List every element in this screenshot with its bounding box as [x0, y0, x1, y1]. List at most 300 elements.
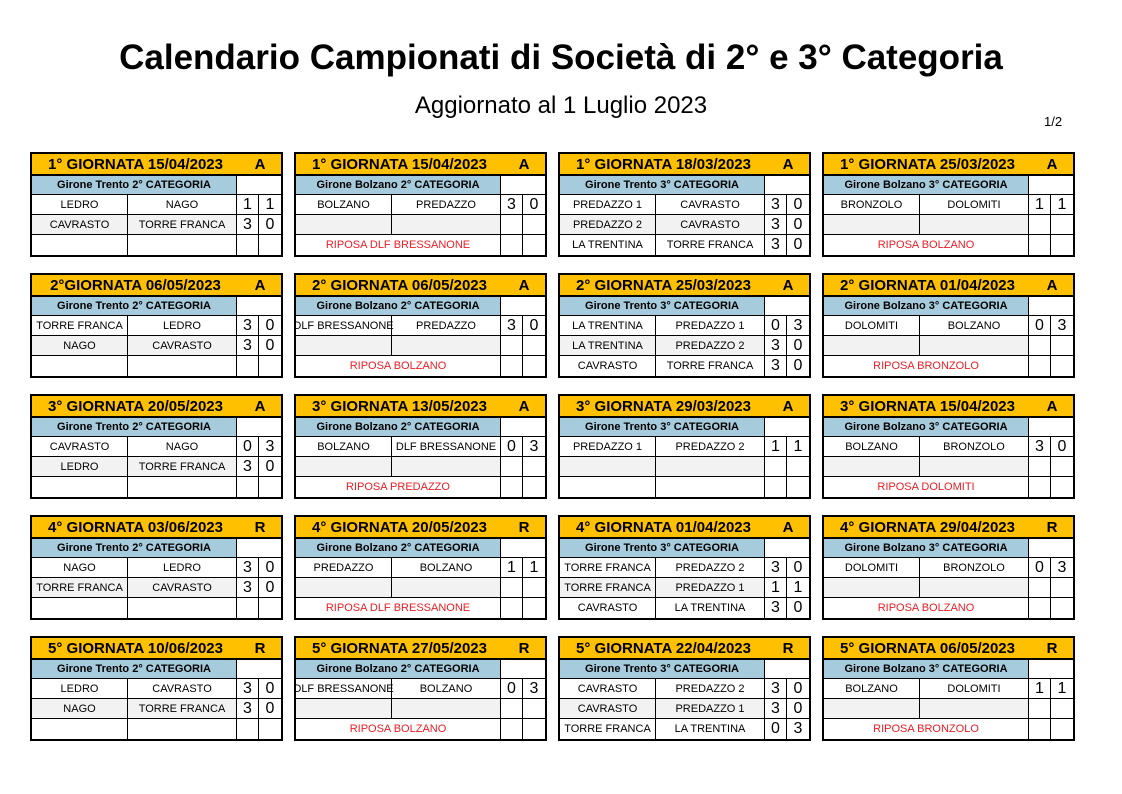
home-score-cell: 0: [501, 679, 523, 698]
riposa-row: [296, 719, 545, 739]
away-score-cell: 1: [1057, 195, 1067, 213]
away-score-cell: [1051, 336, 1073, 355]
girone-row: [32, 418, 281, 437]
home-team-cell: BOLZANO: [824, 679, 920, 698]
home-score-cell: [501, 578, 523, 597]
girone-row: [560, 176, 809, 195]
home-team-cell: [296, 457, 392, 476]
away-score-cell: 0: [793, 679, 803, 697]
away-score-cell: 1: [793, 437, 803, 455]
giornata-block: [822, 394, 1075, 499]
home-team-cell: CAVRASTO: [560, 679, 656, 698]
home-score-cell: 3: [765, 699, 787, 718]
giornata-header: [560, 275, 809, 297]
home-score-cell: 3: [765, 235, 787, 255]
match-row: [560, 356, 809, 376]
away-score-cell: [259, 235, 281, 255]
away-team-cell: [128, 598, 237, 618]
giornata-block: [30, 152, 283, 257]
match-row: [293, 679, 545, 699]
home-score-cell: 3: [765, 195, 787, 214]
home-score-cell: [237, 719, 259, 739]
girone-row: [824, 660, 1073, 679]
away-score-cell: [787, 457, 809, 476]
home-score-cell: [237, 477, 259, 497]
away-team-cell: DOLOMITI: [920, 679, 1029, 698]
riposa-cell: RIPOSA BOLZANO: [296, 356, 501, 376]
andata-ritorno-flag: A: [518, 155, 530, 173]
home-team-cell: [32, 477, 128, 497]
home-score-cell: 3: [237, 457, 259, 476]
away-score-cell: 0: [265, 316, 275, 334]
home-team-cell: [32, 356, 128, 376]
girone-label: Girone Bolzano 3° CATEGORIA: [824, 418, 1028, 436]
away-team-cell: BRONZOLO: [920, 558, 1029, 577]
giornata-block: [294, 273, 547, 378]
home-team-cell: LA TRENTINA: [560, 316, 656, 335]
home-team-cell: DOLOMITI: [824, 558, 920, 577]
home-score-cell: [501, 336, 523, 355]
away-team-cell: [392, 699, 501, 718]
away-team-cell: BOLZANO: [392, 558, 501, 577]
riposa-cell: RIPOSA BRONZOLO: [824, 356, 1029, 376]
home-score-cell: [765, 457, 787, 476]
girone-score-spacer: [236, 539, 281, 557]
home-score-cell: 3: [237, 316, 259, 335]
match-row: [560, 699, 809, 719]
home-score-cell: [501, 457, 523, 476]
giornata-block: [30, 394, 283, 499]
away-score-cell: [259, 719, 281, 739]
home-score-cell: 3: [765, 336, 787, 355]
away-score-cell: [1051, 578, 1073, 597]
away-team-cell: BOLZANO: [392, 679, 501, 698]
home-team-cell: LA TRENTINA: [560, 235, 656, 255]
home-team-cell: CAVRASTO: [560, 356, 656, 376]
home-score-cell: [501, 235, 523, 255]
home-team-cell: DLF BRESSANONE: [296, 679, 392, 698]
giornata-header: [824, 275, 1073, 297]
home-team-cell: BOLZANO: [296, 195, 392, 214]
girone-score-spacer: [500, 539, 545, 557]
giornata-label: 3° GIORNATA 15/04/2023: [840, 397, 1015, 415]
home-team-cell: [32, 598, 128, 618]
riposa-cell: RIPOSA PREDAZZO: [296, 477, 501, 497]
home-score-cell: 3: [501, 316, 523, 335]
page-indicator: 1/2: [1044, 114, 1063, 129]
girone-label: Girone Bolzano 2° CATEGORIA: [296, 176, 500, 194]
home-team-cell: LEDRO: [32, 679, 128, 698]
home-score-cell: 3: [765, 598, 787, 618]
match-row: [560, 336, 809, 356]
away-score-cell: 3: [1057, 558, 1067, 576]
away-score-cell: 0: [265, 699, 275, 717]
giornata-label: 3° GIORNATA 20/05/2023: [48, 397, 223, 415]
away-score-cell: 0: [793, 558, 803, 576]
giornata-block: [558, 515, 811, 620]
away-score-cell: 3: [529, 437, 539, 455]
away-team-cell: BRONZOLO: [920, 437, 1029, 456]
giornata-block: [822, 636, 1075, 741]
giornata-label: 4° GIORNATA 20/05/2023: [312, 518, 487, 536]
home-score-cell: [1029, 336, 1051, 355]
home-team-cell: NAGO: [32, 699, 128, 718]
match-row: [560, 215, 809, 235]
giornata-header: [560, 396, 809, 418]
giornata-block: [558, 273, 811, 378]
home-team-cell: CAVRASTO: [560, 598, 656, 618]
home-team-cell: [824, 215, 920, 234]
match-row: [560, 578, 809, 598]
girone-score-spacer: [236, 297, 281, 315]
empty-row: [824, 215, 1073, 235]
away-score-cell: 0: [265, 336, 275, 354]
away-team-cell: PREDAZZO 1: [656, 578, 765, 597]
girone-score-spacer: [236, 418, 281, 436]
home-score-cell: 3: [501, 195, 523, 214]
girone-row: [560, 418, 809, 437]
away-score-cell: 3: [265, 437, 275, 455]
match-row: [296, 558, 545, 578]
giornata-block: [294, 515, 547, 620]
home-score-cell: 0: [765, 719, 787, 739]
andata-ritorno-flag: R: [518, 518, 530, 536]
home-team-cell: TORRE FRANCA: [560, 719, 656, 739]
home-score-cell: [501, 719, 523, 739]
riposa-row: [296, 235, 545, 255]
home-team-cell: [824, 336, 920, 355]
away-team-cell: DLF BRESSANONE: [392, 437, 501, 456]
home-team-cell: LA TRENTINA: [560, 336, 656, 355]
home-score-cell: [501, 215, 523, 234]
riposa-cell: RIPOSA DLF BRESSANONE: [296, 598, 501, 618]
home-score-cell: [501, 598, 523, 618]
andata-ritorno-flag: R: [1046, 518, 1058, 536]
girone-row: [296, 660, 545, 679]
home-team-cell: PREDAZZO 1: [560, 195, 656, 214]
away-score-cell: 0: [265, 578, 275, 596]
riposa-cell: RIPOSA BOLZANO: [824, 235, 1029, 255]
home-score-cell: [1029, 719, 1051, 739]
girone-row: [32, 539, 281, 558]
home-score-cell: 3: [1029, 437, 1051, 456]
match-row: [32, 679, 281, 699]
match-row: [560, 437, 809, 457]
away-team-cell: TORRE FRANCA: [128, 699, 237, 718]
andata-ritorno-flag: R: [518, 639, 530, 657]
riposa-row: [824, 719, 1073, 739]
andata-ritorno-flag: A: [254, 397, 266, 415]
away-score-cell: 0: [265, 558, 275, 576]
girone-score-spacer: [764, 418, 809, 436]
away-score-cell: [523, 598, 545, 618]
away-team-cell: CAVRASTO: [656, 215, 765, 234]
home-team-cell: [296, 578, 392, 597]
girone-score-spacer: [236, 660, 281, 678]
away-score-cell: [523, 719, 545, 739]
away-score-cell: 1: [265, 195, 275, 213]
home-team-cell: [32, 235, 128, 255]
giornata-block: [822, 273, 1075, 378]
match-row: [32, 195, 281, 215]
girone-label: Girone Bolzano 3° CATEGORIA: [824, 539, 1028, 557]
empty-row: [32, 719, 281, 739]
riposa-row: [296, 598, 545, 618]
girone-label: Girone Bolzano 2° CATEGORIA: [296, 418, 500, 436]
andata-ritorno-flag: A: [782, 397, 794, 415]
match-row: [32, 578, 281, 598]
away-score-cell: [259, 477, 281, 497]
andata-ritorno-flag: A: [518, 276, 530, 294]
away-team-cell: TORRE FRANCA: [656, 356, 765, 376]
home-score-cell: [1029, 235, 1051, 255]
away-score-cell: 0: [265, 215, 275, 233]
empty-row: [32, 477, 281, 497]
away-team-cell: CAVRASTO: [128, 336, 237, 355]
match-row: [32, 336, 281, 356]
giornata-label: 1° GIORNATA 18/03/2023: [576, 155, 751, 173]
home-team-cell: [32, 719, 128, 739]
girone-score-spacer: [500, 660, 545, 678]
away-score-cell: [1051, 477, 1073, 497]
andata-ritorno-flag: R: [254, 518, 266, 536]
girone-row: [824, 539, 1073, 558]
girone-score-spacer: [764, 660, 809, 678]
away-team-cell: TORRE FRANCA: [656, 235, 765, 255]
giornata-label: 5° GIORNATA 27/05/2023: [312, 639, 487, 657]
home-team-cell: TORRE FRANCA: [560, 558, 656, 577]
girone-score-spacer: [1028, 176, 1073, 194]
away-team-cell: PREDAZZO: [392, 316, 501, 335]
girone-row: [824, 176, 1073, 195]
girone-score-spacer: [236, 176, 281, 194]
away-score-cell: [1051, 699, 1073, 718]
girone-row: [296, 418, 545, 437]
riposa-row: [824, 356, 1073, 376]
giornata-block: [294, 636, 547, 741]
away-score-cell: [523, 578, 545, 597]
girone-row: [560, 539, 809, 558]
away-score-cell: [259, 598, 281, 618]
away-team-cell: [392, 457, 501, 476]
home-score-cell: [1029, 215, 1051, 234]
away-team-cell: CAVRASTO: [128, 578, 237, 597]
empty-row: [824, 578, 1073, 598]
match-row: [32, 699, 281, 719]
away-team-cell: [656, 477, 765, 497]
away-team-cell: LA TRENTINA: [656, 719, 765, 739]
empty-row: [824, 457, 1073, 477]
andata-ritorno-flag: A: [254, 276, 266, 294]
home-score-cell: 3: [765, 215, 787, 234]
match-row: [32, 316, 281, 336]
home-score-cell: 3: [237, 215, 259, 234]
giornata-label: 1° GIORNATA 15/04/2023: [48, 155, 223, 173]
riposa-row: [824, 235, 1073, 255]
away-team-cell: PREDAZZO 1: [656, 699, 765, 718]
away-team-cell: [920, 578, 1029, 597]
empty-row: [296, 578, 545, 598]
empty-row: [32, 598, 281, 618]
away-score-cell: 0: [529, 195, 539, 213]
giornata-label: 1° GIORNATA 15/04/2023: [312, 155, 487, 173]
home-score-cell: 1: [1029, 195, 1051, 214]
giornata-label: 4° GIORNATA 03/06/2023: [48, 518, 223, 536]
girone-label: Girone Bolzano 2° CATEGORIA: [296, 539, 500, 557]
home-score-cell: [501, 477, 523, 497]
empty-row: [296, 215, 545, 235]
away-score-cell: [1051, 457, 1073, 476]
away-team-cell: NAGO: [128, 437, 237, 456]
home-team-cell: DOLOMITI: [824, 316, 920, 335]
riposa-row: [824, 477, 1073, 497]
giornata-label: 5° GIORNATA 06/05/2023: [840, 639, 1015, 657]
girone-score-spacer: [1028, 297, 1073, 315]
riposa-cell: RIPOSA DLF BRESSANONE: [296, 235, 501, 255]
match-row: [32, 558, 281, 578]
riposa-cell: RIPOSA DOLOMITI: [824, 477, 1029, 497]
away-score-cell: 0: [265, 679, 275, 697]
away-score-cell: 0: [793, 236, 803, 253]
away-team-cell: [392, 215, 501, 234]
home-score-cell: [237, 235, 259, 255]
girone-label: Girone Bolzano 3° CATEGORIA: [824, 297, 1028, 315]
girone-label: Girone Trento 3° CATEGORIA: [560, 176, 764, 194]
home-team-cell: CAVRASTO: [32, 215, 128, 234]
girone-row: [296, 297, 545, 316]
home-score-cell: 1: [237, 195, 259, 214]
home-score-cell: 0: [765, 316, 787, 335]
away-score-cell: [523, 215, 545, 234]
away-score-cell: [1051, 235, 1073, 255]
andata-ritorno-flag: A: [254, 155, 266, 173]
giornata-label: 3° GIORNATA 29/03/2023: [576, 397, 751, 415]
home-score-cell: 1: [765, 578, 787, 597]
giornata-header: [296, 275, 545, 297]
girone-label: Girone Bolzano 3° CATEGORIA: [824, 176, 1028, 194]
home-score-cell: [1029, 598, 1051, 618]
match-row: [560, 195, 809, 215]
home-score-cell: 3: [237, 578, 259, 597]
home-score-cell: 3: [237, 679, 259, 698]
girone-label: Girone Trento 2° CATEGORIA: [32, 176, 236, 194]
home-score-cell: [1029, 699, 1051, 718]
match-row: [824, 316, 1073, 336]
giornata-header: [296, 517, 545, 539]
match-row: [560, 719, 809, 739]
away-team-cell: BOLZANO: [920, 316, 1029, 335]
giornata-header: [32, 638, 281, 660]
giornata-label: 5° GIORNATA 10/06/2023: [48, 639, 223, 657]
rounds-grid: [30, 152, 1075, 741]
girone-score-spacer: [1028, 539, 1073, 557]
home-score-cell: 3: [765, 679, 787, 698]
home-team-cell: [824, 457, 920, 476]
away-score-cell: 0: [793, 599, 803, 616]
giornata-label: 2° GIORNATA 25/03/2023: [576, 276, 751, 294]
match-row: [560, 316, 809, 336]
home-team-cell: PREDAZZO 2: [560, 215, 656, 234]
giornata-header: [824, 154, 1073, 176]
girone-score-spacer: [1028, 660, 1073, 678]
page-title: Calendario Campionati di Società di 2° e 3° Categoria: [119, 38, 1003, 77]
girone-label: Girone Trento 3° CATEGORIA: [560, 297, 764, 315]
giornata-block: [558, 152, 811, 257]
away-team-cell: [128, 356, 237, 376]
away-team-cell: [656, 457, 765, 476]
home-score-cell: 1: [765, 437, 787, 456]
away-score-cell: [523, 336, 545, 355]
away-score-cell: 0: [793, 357, 803, 374]
home-team-cell: BOLZANO: [824, 437, 920, 456]
home-score-cell: [1029, 457, 1051, 476]
match-row: [293, 316, 545, 336]
home-score-cell: [237, 356, 259, 376]
girone-score-spacer: [500, 418, 545, 436]
giornata-block: [30, 636, 283, 741]
home-score-cell: 0: [1029, 558, 1051, 577]
away-team-cell: CAVRASTO: [656, 195, 765, 214]
riposa-row: [824, 598, 1073, 618]
home-team-cell: BOLZANO: [296, 437, 392, 456]
match-row: [32, 457, 281, 477]
girone-label: Girone Trento 2° CATEGORIA: [32, 539, 236, 557]
match-row: [824, 195, 1073, 215]
giornata-header: [32, 396, 281, 418]
giornata-header: [32, 154, 281, 176]
giornata-label: 4° GIORNATA 01/04/2023: [576, 518, 751, 536]
away-team-cell: PREDAZZO 2: [656, 558, 765, 577]
girone-label: Girone Trento 3° CATEGORIA: [560, 539, 764, 557]
away-score-cell: 3: [793, 720, 803, 737]
home-score-cell: [765, 477, 787, 497]
away-team-cell: TORRE FRANCA: [128, 457, 237, 476]
away-score-cell: [787, 477, 809, 497]
giornata-label: 4° GIORNATA 29/04/2023: [840, 518, 1015, 536]
away-score-cell: 0: [793, 215, 803, 233]
home-team-cell: PREDAZZO: [296, 558, 392, 577]
match-row: [560, 679, 809, 699]
away-team-cell: LEDRO: [128, 316, 237, 335]
home-team-cell: DLF BRESSANONE: [296, 316, 392, 335]
home-score-cell: [1029, 477, 1051, 497]
home-score-cell: 3: [765, 356, 787, 376]
giornata-block: [30, 273, 283, 378]
andata-ritorno-flag: A: [782, 276, 794, 294]
away-score-cell: 0: [265, 457, 275, 475]
away-team-cell: [128, 235, 237, 255]
giornata-block: [30, 515, 283, 620]
empty-row: [296, 336, 545, 356]
away-score-cell: [1051, 356, 1073, 376]
home-team-cell: [560, 457, 656, 476]
home-score-cell: 3: [237, 699, 259, 718]
away-team-cell: [920, 215, 1029, 234]
home-team-cell: [824, 699, 920, 718]
away-team-cell: LEDRO: [128, 558, 237, 577]
empty-row: [32, 356, 281, 376]
girone-row: [32, 297, 281, 316]
girone-label: Girone Trento 3° CATEGORIA: [560, 660, 764, 678]
riposa-cell: RIPOSA BOLZANO: [824, 598, 1029, 618]
home-score-cell: 0: [237, 437, 259, 456]
girone-label: Girone Bolzano 2° CATEGORIA: [296, 660, 500, 678]
match-row: [560, 235, 809, 255]
girone-row: [560, 297, 809, 316]
away-team-cell: PREDAZZO 2: [656, 336, 765, 355]
riposa-cell: RIPOSA BOLZANO: [296, 719, 501, 739]
away-score-cell: [1051, 215, 1073, 234]
